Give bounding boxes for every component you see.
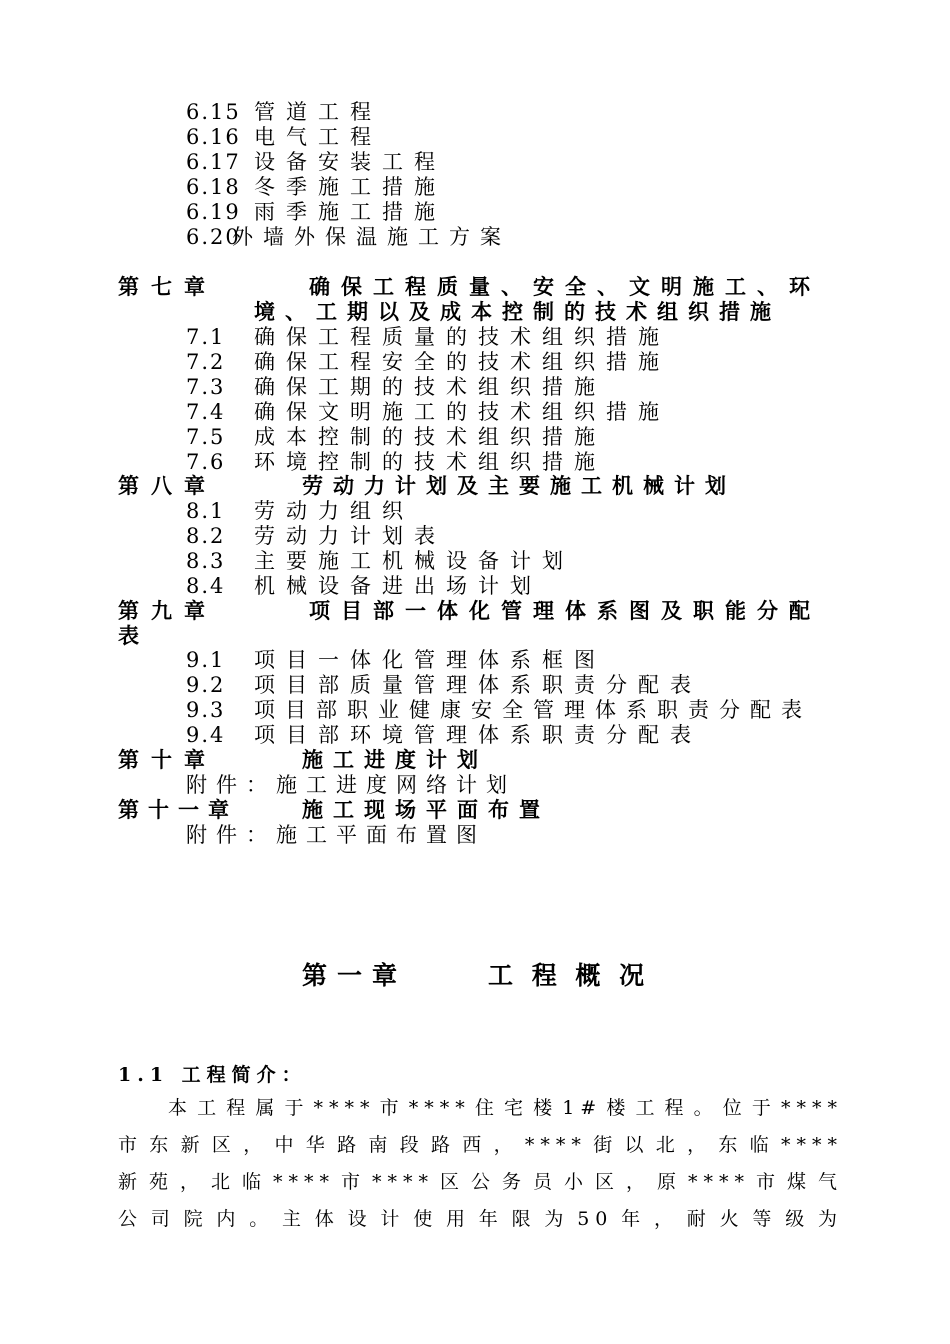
toc-item-title: 劳动力计划表: [254, 524, 446, 548]
toc-item-title: 劳动力组织: [254, 499, 414, 523]
toc-item-title: 电气工程: [254, 125, 382, 149]
toc-item-title: 管道工程: [254, 100, 382, 124]
toc-item-title: 设备安装工程: [254, 150, 446, 174]
toc-item-title: 冬季施工措施: [254, 175, 446, 199]
toc-chapter-title: 施工现场平面布置: [302, 798, 550, 822]
toc-item-number: 9.2: [186, 673, 226, 697]
toc-chapter-title-continued: 境、工期以及成本控制的技术组织措施: [254, 300, 781, 324]
toc-attachment: 附件：施工平面布置图: [186, 823, 486, 847]
toc-item-title: 主要施工机械设备计划: [254, 549, 574, 573]
paragraph-line: 市东新区，中华路南段路西，****街以北，东临****: [118, 1134, 843, 1156]
paragraph-line: 公司院内。主体设计使用年限为50年，耐火等级为: [118, 1208, 843, 1230]
toc-item-title: 确保工程安全的技术组织措施: [254, 350, 670, 374]
toc-chapter-label: 第七章: [118, 275, 217, 299]
toc-chapter-label: 第十章: [118, 748, 217, 772]
toc-item-title: 确保工程质量的技术组织措施: [254, 325, 670, 349]
toc-chapter-label: 第八章: [118, 474, 217, 498]
toc-item-number: 9.3: [186, 698, 226, 722]
section-heading: 1.1 工程简介：: [118, 1064, 307, 1086]
toc-item-number: 6.17: [186, 150, 241, 174]
toc-item-number: 7.3: [186, 375, 226, 399]
toc-item-title: 确保文明施工的技术组织措施: [254, 400, 670, 424]
toc-item-number: 8.2: [186, 524, 226, 548]
toc-item-number: 6.20: [186, 225, 241, 249]
toc-item-number: 7.6: [186, 450, 226, 474]
toc-item-number: 6.15: [186, 100, 241, 124]
toc-chapter-label: 第九章: [118, 599, 217, 623]
chapter-title: 工 程 概 况: [488, 961, 647, 990]
chapter-label: 第一章: [302, 961, 408, 990]
toc-item-title: 确保工期的技术组织措施: [254, 375, 606, 399]
toc-item-number: 7.5: [186, 425, 226, 449]
toc-chapter-label: 第十一章: [118, 798, 238, 822]
toc-item-number: 8.1: [186, 499, 226, 523]
toc-item-number: 6.18: [186, 175, 241, 199]
toc-chapter-title-continued: 表: [118, 624, 149, 648]
toc-item-title: 雨季施工措施: [254, 200, 446, 224]
toc-item-number: 9.1: [186, 648, 226, 672]
toc-item-number: 7.1: [186, 325, 226, 349]
toc-item-title: 项目一体化管理体系框图: [254, 648, 606, 672]
toc-chapter-title: 劳动力计划及主要施工机械计划: [302, 474, 736, 498]
toc-chapter-title: 确保工程质量、安全、文明施工、环: [309, 275, 821, 299]
toc-item-title: 环境控制的技术组织措施: [254, 450, 606, 474]
toc-item-number: 7.4: [186, 400, 226, 424]
toc-chapter-title: 项目部一体化管理体系图及职能分配: [309, 599, 821, 623]
toc-item-title: 机械设备进出场计划: [254, 574, 542, 598]
paragraph-line: 新苑，北临****市****区公务员小区，原****市煤气: [118, 1171, 843, 1193]
toc-item-number: 8.4: [186, 574, 226, 598]
toc-item-title: 项目部环境管理体系职责分配表: [254, 723, 702, 747]
toc-chapter-title: 施工进度计划: [302, 748, 488, 772]
toc-item-title: 成本控制的技术组织措施: [254, 425, 606, 449]
toc-attachment: 附件：施工进度网络计划: [186, 773, 516, 797]
toc-item-number: 6.19: [186, 200, 241, 224]
toc-item-title: 项目部职业健康安全管理体系职责分配表: [254, 698, 812, 722]
toc-item-title: 项目部质量管理体系职责分配表: [254, 673, 702, 697]
toc-item-number: 7.2: [186, 350, 226, 374]
toc-item-number: 6.16: [186, 125, 241, 149]
toc-item-number: 8.3: [186, 549, 226, 573]
toc-item-title: 外墙外保温施工方案: [232, 225, 511, 249]
paragraph-line: 本工程属于****市****住宅楼1#楼工程。位于****: [168, 1097, 843, 1119]
toc-item-number: 9.4: [186, 723, 226, 747]
